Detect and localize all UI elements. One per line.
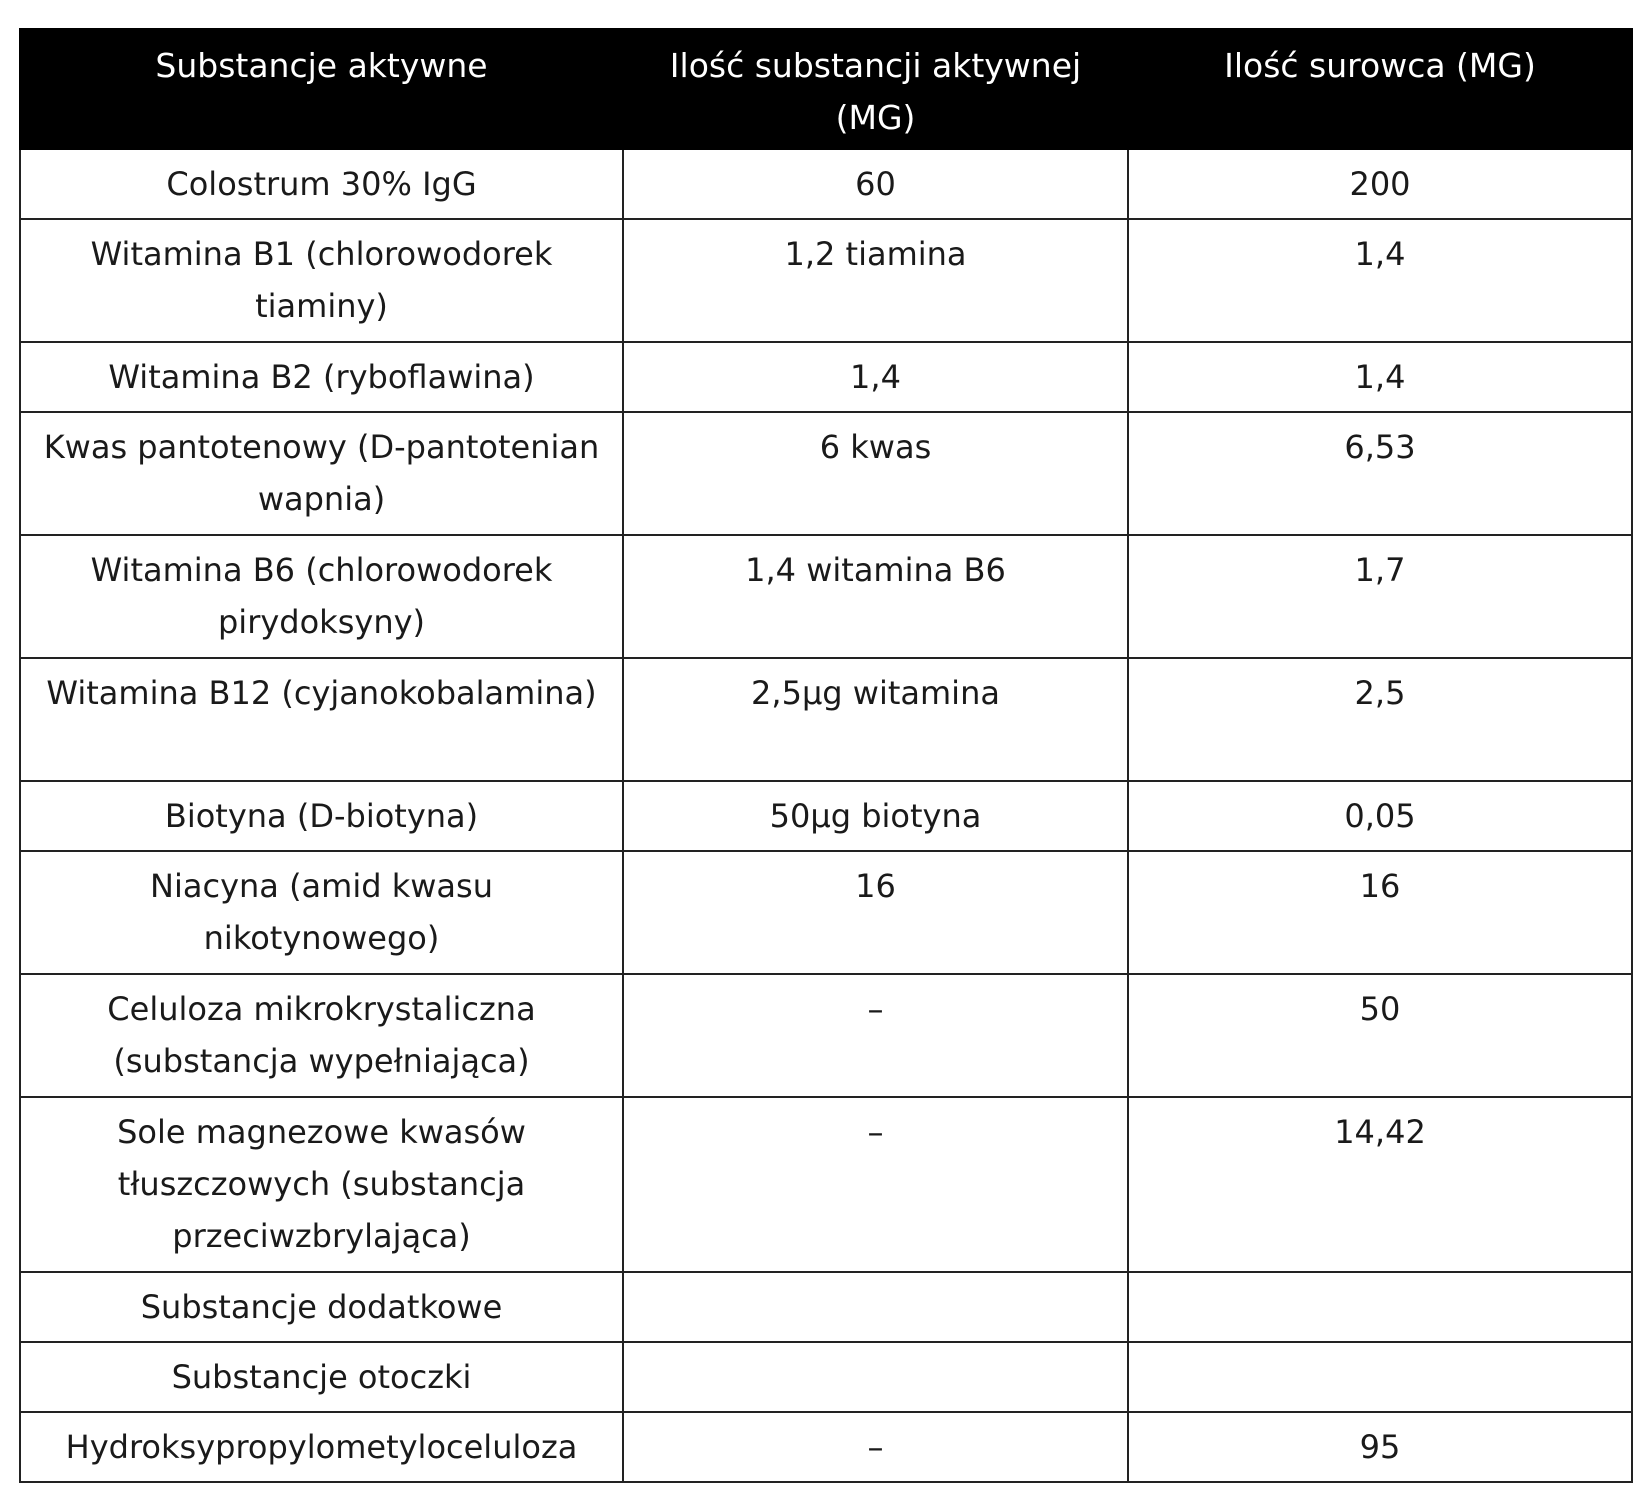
cell-active-amount: 50µg biotyna	[623, 781, 1128, 851]
cell-active-amount: –	[623, 974, 1128, 1097]
cell-active-amount: 1,4	[623, 342, 1128, 412]
table-row	[20, 1097, 1632, 1272]
cell-substance: Niacyna (amid kwasu nikotynowego)	[20, 851, 623, 974]
table-row	[20, 219, 1632, 342]
cell-raw-amount: 50	[1128, 974, 1632, 1097]
cell-active-amount: 1,4 witamina B6	[623, 535, 1128, 658]
cell-substance: Witamina B1 (chlorowodorek tiaminy)	[20, 219, 623, 342]
table-row	[20, 974, 1632, 1097]
table-row	[20, 1342, 1632, 1412]
header-raw-material-amount: Ilość surowca (MG)	[1128, 29, 1632, 149]
cell-active-amount: –	[623, 1097, 1128, 1272]
ingredients-table-container	[19, 28, 1631, 1483]
cell-substance: Kwas pantotenowy (D-pantotenian wapnia)	[20, 412, 623, 535]
cell-substance: Substancje dodatkowe	[20, 1272, 623, 1342]
cell-active-amount: –	[623, 1412, 1128, 1482]
cell-substance: Sole magnezowe kwasów tłuszczowych (substancja przeciwzbrylająca)	[20, 1097, 623, 1272]
cell-raw-amount	[1128, 1342, 1632, 1412]
cell-active-amount: 16	[623, 851, 1128, 974]
header-active-substances: Substancje aktywne	[20, 29, 623, 149]
table-row	[20, 342, 1632, 412]
cell-substance: Witamina B6 (chlorowodorek pirydoksyny)	[20, 535, 623, 658]
table-row	[20, 781, 1632, 851]
cell-raw-amount: 1,4	[1128, 342, 1632, 412]
cell-active-amount: 6 kwas	[623, 412, 1128, 535]
cell-substance: Celuloza mikrokrystaliczna (substancja wypełniająca)	[20, 974, 623, 1097]
cell-raw-amount	[1128, 1272, 1632, 1342]
table-row	[20, 535, 1632, 658]
ingredients-table	[19, 28, 1633, 1483]
cell-substance: Colostrum 30% IgG	[20, 149, 623, 219]
cell-substance: Witamina B2 (ryboflawina)	[20, 342, 623, 412]
cell-active-amount: 2,5µg witamina	[623, 658, 1128, 781]
cell-active-amount	[623, 1272, 1128, 1342]
table-header-row	[20, 29, 1632, 149]
table-row	[20, 1412, 1632, 1482]
cell-active-amount: 1,2 tiamina	[623, 219, 1128, 342]
table-row	[20, 658, 1632, 781]
cell-raw-amount: 16	[1128, 851, 1632, 974]
cell-raw-amount: 2,5	[1128, 658, 1632, 781]
cell-raw-amount: 0,05	[1128, 781, 1632, 851]
cell-active-amount: 60	[623, 149, 1128, 219]
cell-raw-amount: 14,42	[1128, 1097, 1632, 1272]
cell-substance: Hydroksypropylometyloceluloza	[20, 1412, 623, 1482]
cell-raw-amount: 95	[1128, 1412, 1632, 1482]
cell-substance: Witamina B12 (cyjanokobalamina)	[20, 658, 623, 781]
cell-active-amount	[623, 1342, 1128, 1412]
header-active-amount: Ilość substancji aktywnej (MG)	[623, 29, 1128, 149]
table-row	[20, 1272, 1632, 1342]
cell-raw-amount: 6,53	[1128, 412, 1632, 535]
cell-raw-amount: 200	[1128, 149, 1632, 219]
cell-substance: Substancje otoczki	[20, 1342, 623, 1412]
cell-substance: Biotyna (D-biotyna)	[20, 781, 623, 851]
cell-raw-amount: 1,4	[1128, 219, 1632, 342]
cell-raw-amount: 1,7	[1128, 535, 1632, 658]
table-row	[20, 149, 1632, 219]
table-row	[20, 412, 1632, 535]
table-row	[20, 851, 1632, 974]
